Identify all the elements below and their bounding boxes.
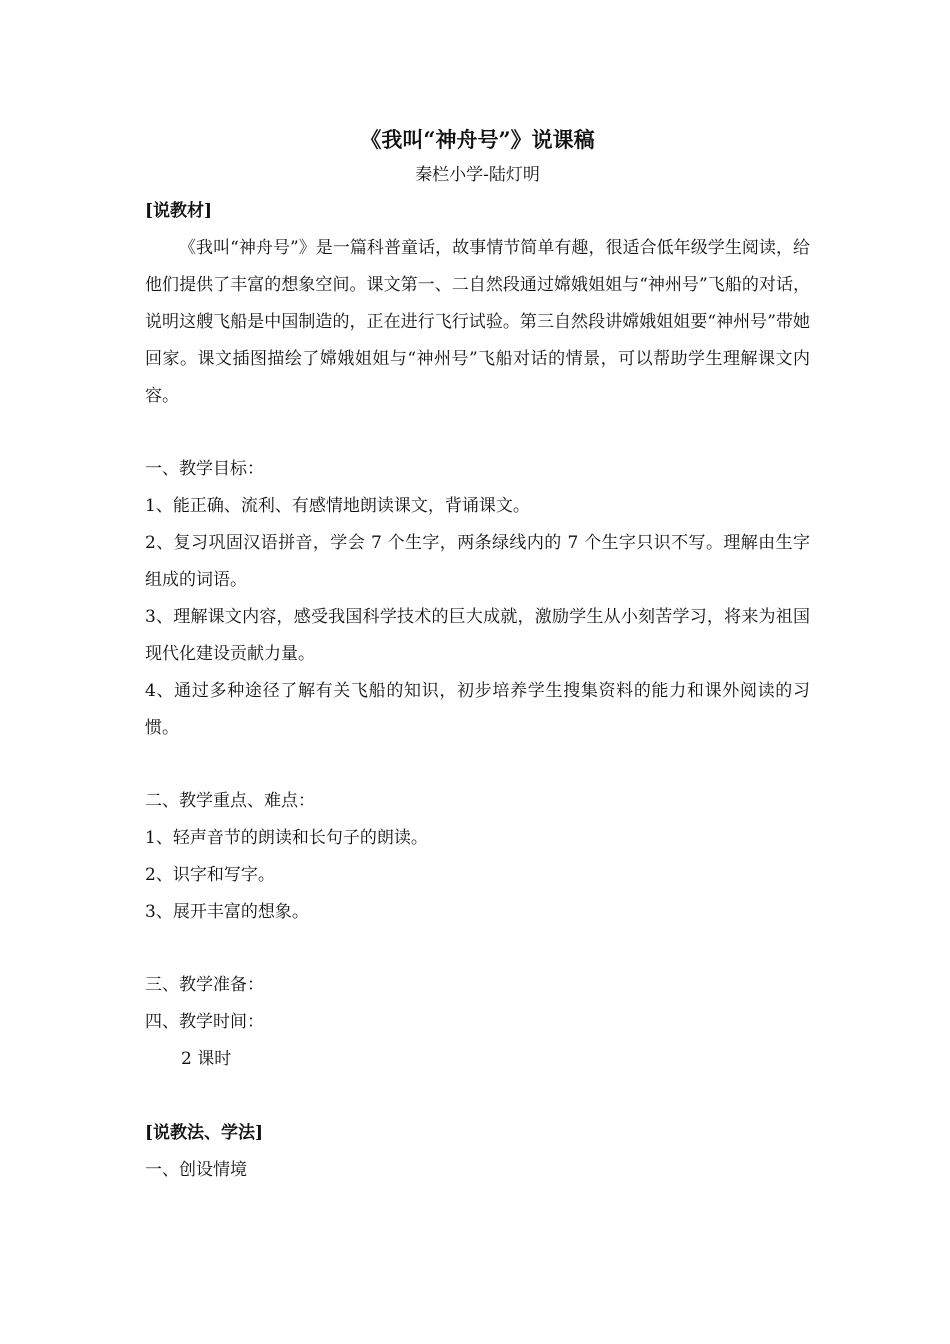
time-value: 2 课时 [181, 1049, 232, 1069]
document-body [145, 118, 810, 1189]
spacer [145, 931, 810, 967]
spacer [145, 415, 810, 451]
section-heading-methods: [说教法、学法] [145, 1123, 264, 1143]
goal-item: 3、理解课文内容，感受我国科学技术的巨大成就，激励学生从小刻苦学习，将来为祖国现代化建设贡献力量。 [145, 607, 810, 664]
intro-paragraph: 《我叫“神舟号”》是一篇科普童话，故事情节简单有趣，很适合低年级学生阅读，给他们提供了丰富的想象空间。课文第一、二自然段通过嫦娥姐姐与“神州号”飞船的对话，说明这艘飞船是中国制造的，正在进行飞行试验。第三自然段讲嫦娥姐姐要“神州号”带她回家。课文插图描绘了嫦娥姐姐与“神州号”飞船对话的情景，可以帮助学生理解课文内容。 [145, 238, 810, 406]
section-heading-teaching-material: [说教材] [145, 201, 213, 221]
goals-heading: 一、教学目标： [145, 459, 264, 479]
goal-item: 4、通过多种途径了解有关飞船的知识，初步培养学生搜集资料的能力和课外阅读的习惯。 [145, 681, 810, 738]
time-heading: 四、教学时间： [145, 1012, 264, 1032]
preparation-heading: 三、教学准备： [145, 975, 264, 995]
key-point-item: 2、识字和写字。 [145, 865, 275, 885]
key-point-item: 1、轻声音节的朗读和长句子的朗读。 [145, 828, 428, 848]
spacer [145, 1078, 810, 1114]
goal-item: 2、复习巩固汉语拼音，学会 7 个生字，两条绿线内的 7 个生字只识不写。理解由生字组成的词语。 [145, 533, 810, 590]
key-point-item: 3、展开丰富的想象。 [145, 902, 309, 922]
document-title: 《我叫“神舟号”》说课稿 [360, 127, 595, 152]
spacer [145, 747, 810, 783]
goal-item: 1、能正确、流利、有感情地朗读课文，背诵课文。 [145, 496, 530, 516]
key-points-heading: 二、教学重点、难点： [145, 791, 315, 811]
methods-first-item: 一、创设情境 [145, 1160, 247, 1180]
document-author: 秦栏小学-陆灯明 [415, 165, 540, 185]
